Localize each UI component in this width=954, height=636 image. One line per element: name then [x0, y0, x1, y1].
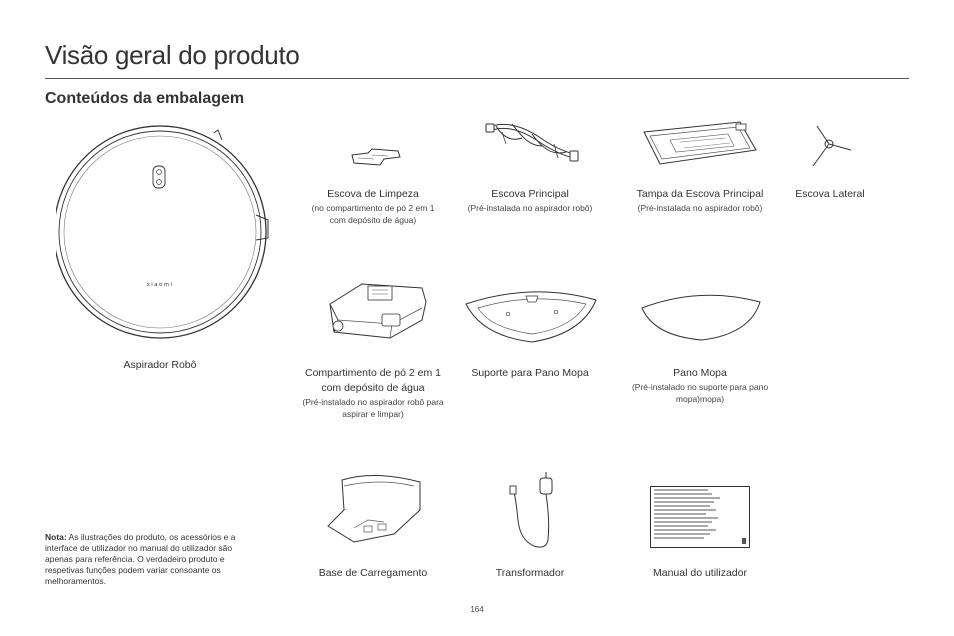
- item-caption-manual: Manual do utilizador: [653, 567, 747, 579]
- side-brush-illustration: [805, 124, 855, 170]
- title-divider: [45, 78, 909, 79]
- main-brush-illustration: [482, 118, 582, 178]
- footnote: [45, 532, 260, 587]
- dustbin-water-tank-illustration: [322, 278, 432, 344]
- user-manual-illustration: [650, 486, 750, 548]
- brush-cover-illustration: [640, 118, 760, 168]
- item-caption-dustbin: Compartimento de pó 2 em 1 com depósito de água (Pré-instalado no aspirador robô para aspirar e limpar): [302, 367, 444, 419]
- mop-bracket-illustration: [462, 288, 600, 346]
- item-caption-robot: Aspirador Robô: [123, 359, 197, 371]
- item-caption-dock: Base de Carregamento: [318, 567, 428, 579]
- mop-pad-illustration: [638, 290, 764, 344]
- page-title: Visão geral do produto: [45, 40, 300, 70]
- item-caption-mop-bracket: Suporte para Pano Mopa: [471, 367, 589, 379]
- item-caption-main-brush: Escova Principal (Pré-instalada no aspirador robô): [467, 188, 593, 213]
- robot-brand-logo: xiaomi: [146, 282, 174, 288]
- item-caption-cleaning-brush: Escova de Limpeza (no compartimento de pó 2 em 1 com depósito de água): [311, 188, 435, 225]
- charging-dock-illustration: [324, 470, 424, 548]
- footnote-label: Nota:: [45, 532, 67, 542]
- item-caption-adapter: Transformador: [495, 567, 565, 579]
- footnote-text: As ilustrações do produto, os acessórios e a interface de utilizador no manual do utilizador são apenas para referência. O verdadeiro produto e respetivas funções podem variar consoante os melhoramentos.: [45, 532, 236, 586]
- item-caption-side-brush: Escova Lateral: [795, 188, 865, 200]
- section-heading: Conteúdos da embalagem: [45, 90, 245, 107]
- item-caption-mop-pad: Pano Mopa (Pré-instalado no suporte para pano mopa)mopa): [631, 367, 769, 404]
- cleaning-brush-illustration: [348, 145, 404, 173]
- power-adapter-illustration: [506, 470, 562, 554]
- page-number: 164: [470, 605, 484, 614]
- item-caption-brush-cover: Tampa da Escova Principal (Pré-instalada no aspirador robô): [636, 188, 764, 213]
- robot-vacuum-illustration: [56, 120, 276, 345]
